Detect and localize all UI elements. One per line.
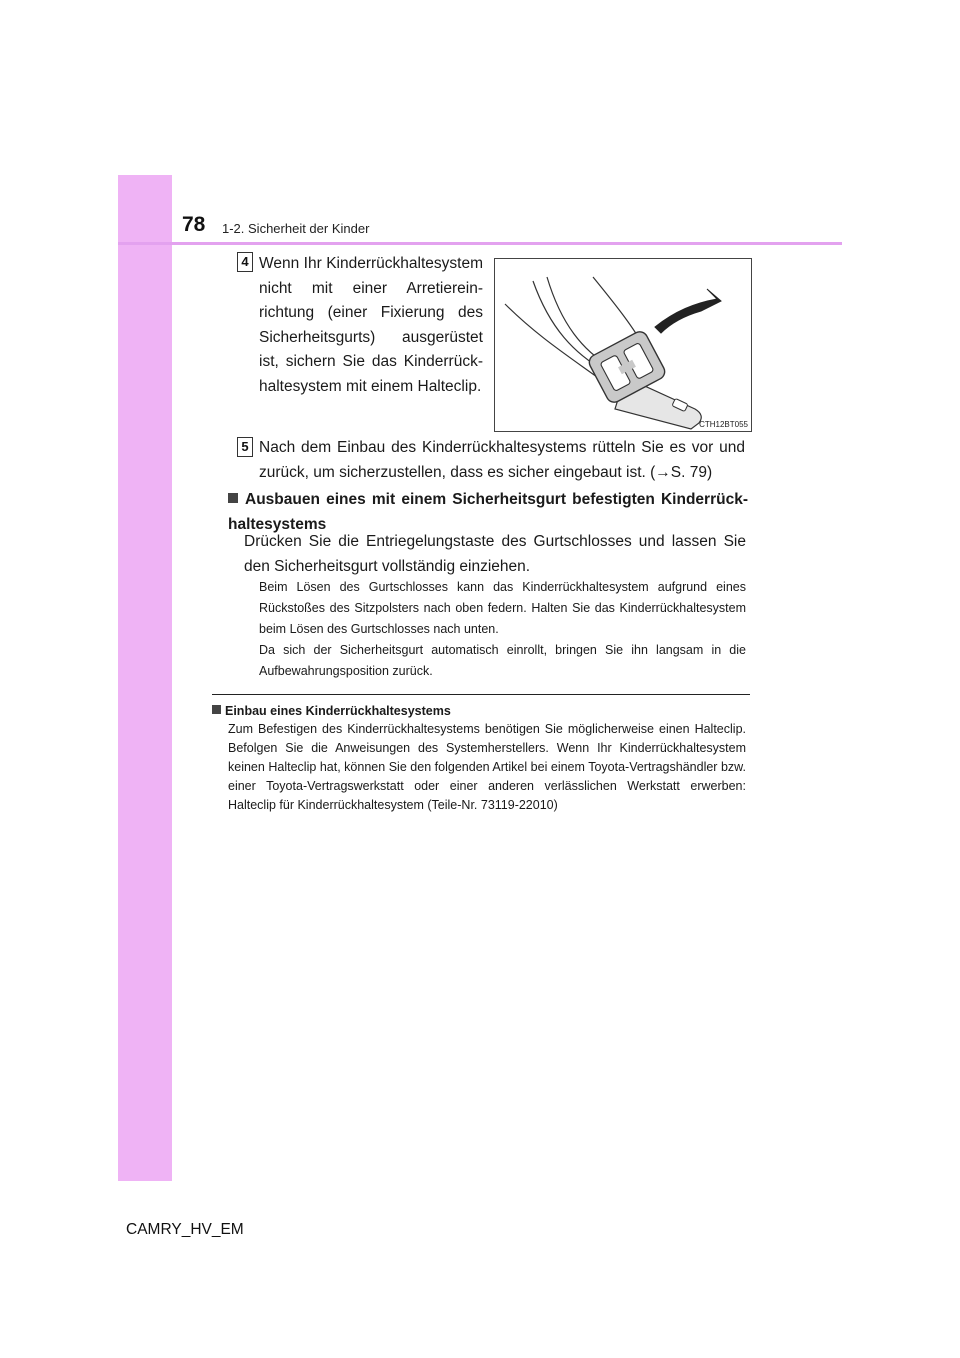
square-bullet-icon (212, 705, 221, 714)
locking-clip-icon (495, 259, 751, 431)
section-title: 1-2. Sicherheit der Kinder (222, 221, 370, 236)
step-number-4: 4 (237, 252, 253, 272)
chapter-sidebar-tab (118, 175, 172, 1181)
removal-heading-text: Ausbauen eines mit einem Sicherheitsgurt befestigten Kinderrückhaltesystems (228, 491, 748, 533)
info-title (212, 704, 451, 718)
step-number-5: 5 (237, 437, 253, 457)
removal-note-1: Beim Lösen des Gurtschlosses kann das Kinderrückhaltesystem aufgrund eines Rückstoßes des Sitzpolsters nach oben federn. Halten Sie das Kinderrückhaltesystem beim Lösen des Gurtschlosses nach unten. (259, 580, 746, 636)
removal-note-2: Da sich der Sicherheitsgurt automatisch einrollt, bringen Sie ihn langsam in die Aufbewahrungsposition zurück. (259, 643, 746, 678)
seatbelt-locking-clip-illustration (494, 258, 752, 432)
page-number: 78 (182, 213, 206, 236)
illustration-code: CTH12BT055 (699, 420, 748, 429)
info-title-text: Einbau eines Kinderrückhaltesystems (225, 704, 451, 718)
step-4-text: Wenn Ihr Kinderrückhaltesystem nicht mit einer Arretiereinrichtung (einer Fixierung des Sicherheitsgurts) ausgerüstet ist, sichern Sie das Kinderrückhaltesystem mit einem Halteclip. (259, 255, 483, 395)
step-5-text: Nach dem Einbau des Kinderrückhaltesystems rütteln Sie es vor und zurück, um sicherzustellen, dass es sicher eingebaut ist. (→S. 79) (259, 439, 745, 481)
square-bullet-icon (228, 493, 238, 503)
info-body: Zum Befestigen des Kinderrückhaltesystems benötigen Sie möglicherweise einen Halteclip. Befolgen Sie die Anweisungen des Systemherstellers. Wenn Ihr Kinderrückhaltesystem keinen Halteclip hat, können Sie den folgenden Artikel bei einem Toyota-Vertragshändler bzw. einer Toyota-Vertragswerkstatt oder einer anderen verlässlichen Werkstatt erwerben: Halteclip für Kinderrückhaltesystem (Teile-Nr. 73119-22010) (228, 722, 746, 812)
header-rule (118, 242, 842, 245)
footer-document-code: CAMRY_HV_EM (126, 1221, 244, 1238)
info-divider (212, 694, 750, 695)
removal-instruction: Drücken Sie die Entriegelungstaste des Gurtschlosses und lassen Sie den Sicherheitsgurt vollständig einziehen. (244, 533, 746, 575)
